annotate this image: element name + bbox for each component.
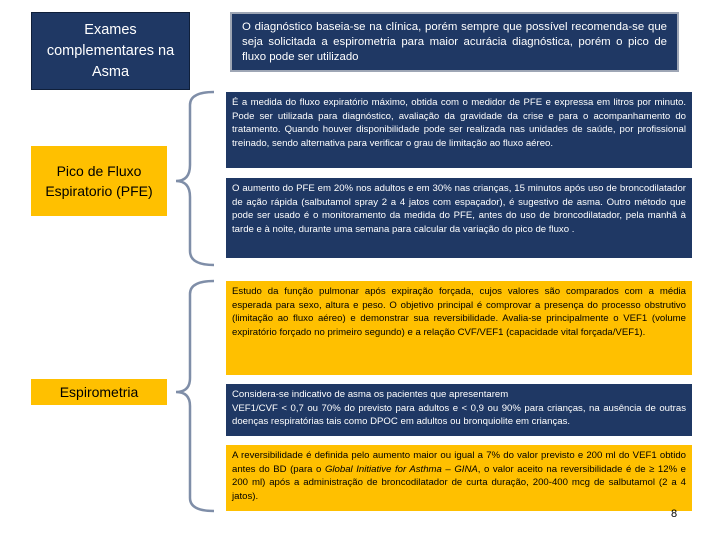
pfe-increase-box [226,178,692,258]
espirometria-indicative-box [226,384,692,436]
espirometria-reversibility-box [226,445,692,511]
pfe-definition-box [226,92,692,168]
page-number: 8 [670,508,678,520]
pfe-brace-icon [176,92,214,265]
espirometria-indicative-line1: Considera-se indicativo de asma os pacientes que apresentarem [232,389,509,400]
pfe-label-box [31,146,167,216]
pfe-increase-text: O aumento do PFE em 20% nos adultos e em 30% nas crianças, 15 minutos após uso de broncodilatador de ação rápida (salbutamol spray 2 a 4 jatos com espaçador), é sugestivo de asma. Outro método que pode ser usado é o monitoramento da medida do PFE, antes do uso de broncodilatador, pela manhã à tarde e à noite, durante uma semana para calcular da variação do pico de fluxo . [232,183,686,235]
espirometria-study-text: Estudo da função pulmonar após expiração forçada, cujos valores são comparados com a média esperada para sexo, altura e peso. O objetivo principal é comprovar a presença do processo obstrutivo (limitação ao fluxo aéreo) e demonstrar sua reversibilidade. Avalia-se principalmente o VEF1 (volume expiratório forçado no primeiro segundo) e a relação CVF/VEF1 (capacidade vital forçada/VEF1). [232,286,686,338]
reversibility-gina-italic: Global Initiative for Asthma – GINA [324,463,478,475]
diagnosis-note-text: O diagnóstico baseia-se na clínica, porém sempre que possível recomenda-se que seja solicitada a espirometria para maior acurácia diagnóstica, porém o pico de fluxo pode ser utilizado [242,21,667,63]
pfe-label: Pico de Fluxo Espiratorio (PFE) [45,163,153,199]
espirometria-brace-icon [176,281,214,511]
espirometria-label: Espirometria [59,384,139,400]
page-title: Exames complementares na Asma [46,21,175,80]
reversibility-text-part1: A reversibilidade é definida pelo aumento maior ou igual a 7% do valor previsto e 200 ml do VEF1 obtido antes do BD (para o [232,450,686,475]
pfe-definition-text: É a medida do fluxo expiratório máximo, obtida com o medidor de PFE e expressa em litros por minuto. Pode ser utilizada para diagnóstico, avaliação da gravidade da crise e para o acompanhamento do tratamento. Quando houver disponibilidade pode ser realizada nas unidades de saúde, por profissional treinado, sendo alternativa para verificar o grau de limitação ao fluxo aéreo. [232,97,686,149]
reversibility-text-part2: , o valor aceito na reversibilidade é de ≥ 12% e 200 ml) após a administração de broncodilatador de curta duração, 200-400 mcg de salbutamol (2 a 4 jatos). [232,463,686,502]
espirometria-label-box [31,379,167,405]
espirometria-study-box [226,281,692,375]
espirometria-indicative-line2: VEF1/CVF < 0,7 ou 70% do previsto para adultos e < 0,9 ou 90% para crianças, na ausência de outras doenças respiratórias tais como DPOC em adultos ou bronquiolite em crianças. [232,402,686,428]
